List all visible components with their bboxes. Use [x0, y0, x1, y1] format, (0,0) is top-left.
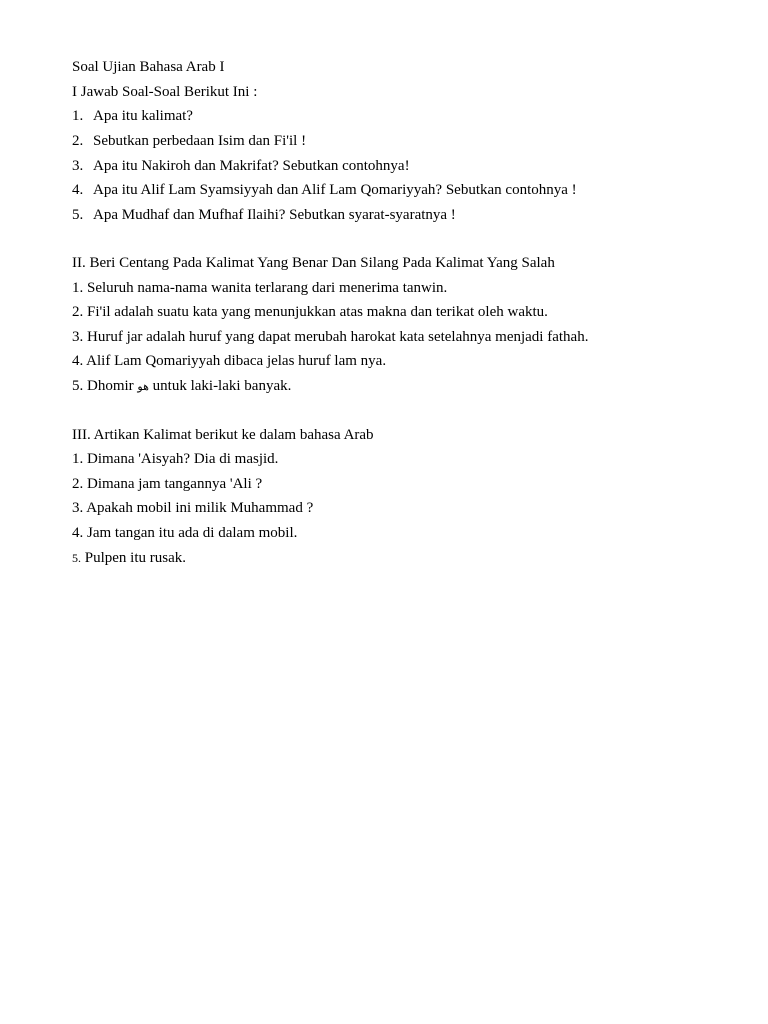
item-number: 3.: [72, 500, 84, 516]
section-3-item: [72, 499, 313, 517]
item-text: Apa itu Alif Lam Syamsiyyah dan Alif Lam Qomariyyah? Sebutkan contohnya !: [93, 182, 577, 198]
section-1-heading: I Jawab Soal-Soal Berikut Ini :: [72, 84, 258, 100]
document-title: Soal Ujian Bahasa Arab I: [72, 59, 225, 75]
section-3-item: [72, 524, 297, 542]
arabic-pronoun: هو: [137, 380, 149, 393]
section-3-heading: III. Artikan Kalimat berikut ke dalam bahasa Arab: [72, 427, 374, 443]
item-text: Pulpen itu rusak.: [84, 550, 186, 566]
item-number: 4.: [72, 182, 84, 198]
item-number: 2.: [72, 476, 84, 492]
item-text: Sebutkan perbedaan Isim dan Fi'il !: [93, 133, 307, 149]
item-text: Apa itu kalimat?: [93, 108, 193, 124]
item-text: Apakah mobil ini milik Muhammad ?: [86, 500, 314, 516]
item-text: Dimana 'Aisyah? Dia di masjid.: [87, 451, 279, 467]
section-1-item: [72, 107, 193, 125]
section-2-item: 3. Huruf jar adalah huruf yang dapat merubah harokat kata setelahnya menjadi fathah.: [72, 329, 589, 345]
item-number: 5.: [72, 551, 81, 565]
section-2-heading: II. Beri Centang Pada Kalimat Yang Benar Dan Silang Pada Kalimat Yang Salah: [72, 255, 555, 271]
section-3-item: [72, 450, 278, 468]
item-text: 5. Dhomir: [72, 378, 134, 394]
item-number: 4.: [72, 525, 84, 541]
section-1-item: [72, 157, 410, 175]
item-number: 1.: [72, 451, 84, 467]
section-3-item: [72, 549, 186, 567]
item-text: Dimana jam tangannya 'Ali ?: [87, 476, 263, 492]
section-1-item: [72, 132, 306, 150]
item-text: untuk laki-laki banyak.: [152, 378, 292, 394]
section-1-item: [72, 181, 577, 199]
section-1-item: [72, 206, 456, 224]
section-2-item: [72, 377, 291, 395]
section-2-item: 2. Fi'il adalah suatu kata yang menunjukkan atas makna dan terikat oleh waktu.: [72, 304, 548, 320]
item-text: Jam tangan itu ada di dalam mobil.: [87, 525, 298, 541]
item-number: 1.: [72, 108, 84, 124]
section-2-item: 4. Alif Lam Qomariyyah dibaca jelas huruf lam nya.: [72, 353, 387, 369]
item-number: 3.: [72, 158, 84, 174]
item-text: Apa Mudhaf dan Mufhaf Ilaihi? Sebutkan syarat-syaratnya !: [93, 207, 456, 223]
section-2-item: 1. Seluruh nama-nama wanita terlarang dari menerima tanwin.: [72, 280, 448, 296]
section-3-item: [72, 475, 262, 493]
item-number: 2.: [72, 133, 84, 149]
item-number: 5.: [72, 207, 84, 223]
item-text: Apa itu Nakiroh dan Makrifat? Sebutkan contohnya!: [93, 158, 410, 174]
